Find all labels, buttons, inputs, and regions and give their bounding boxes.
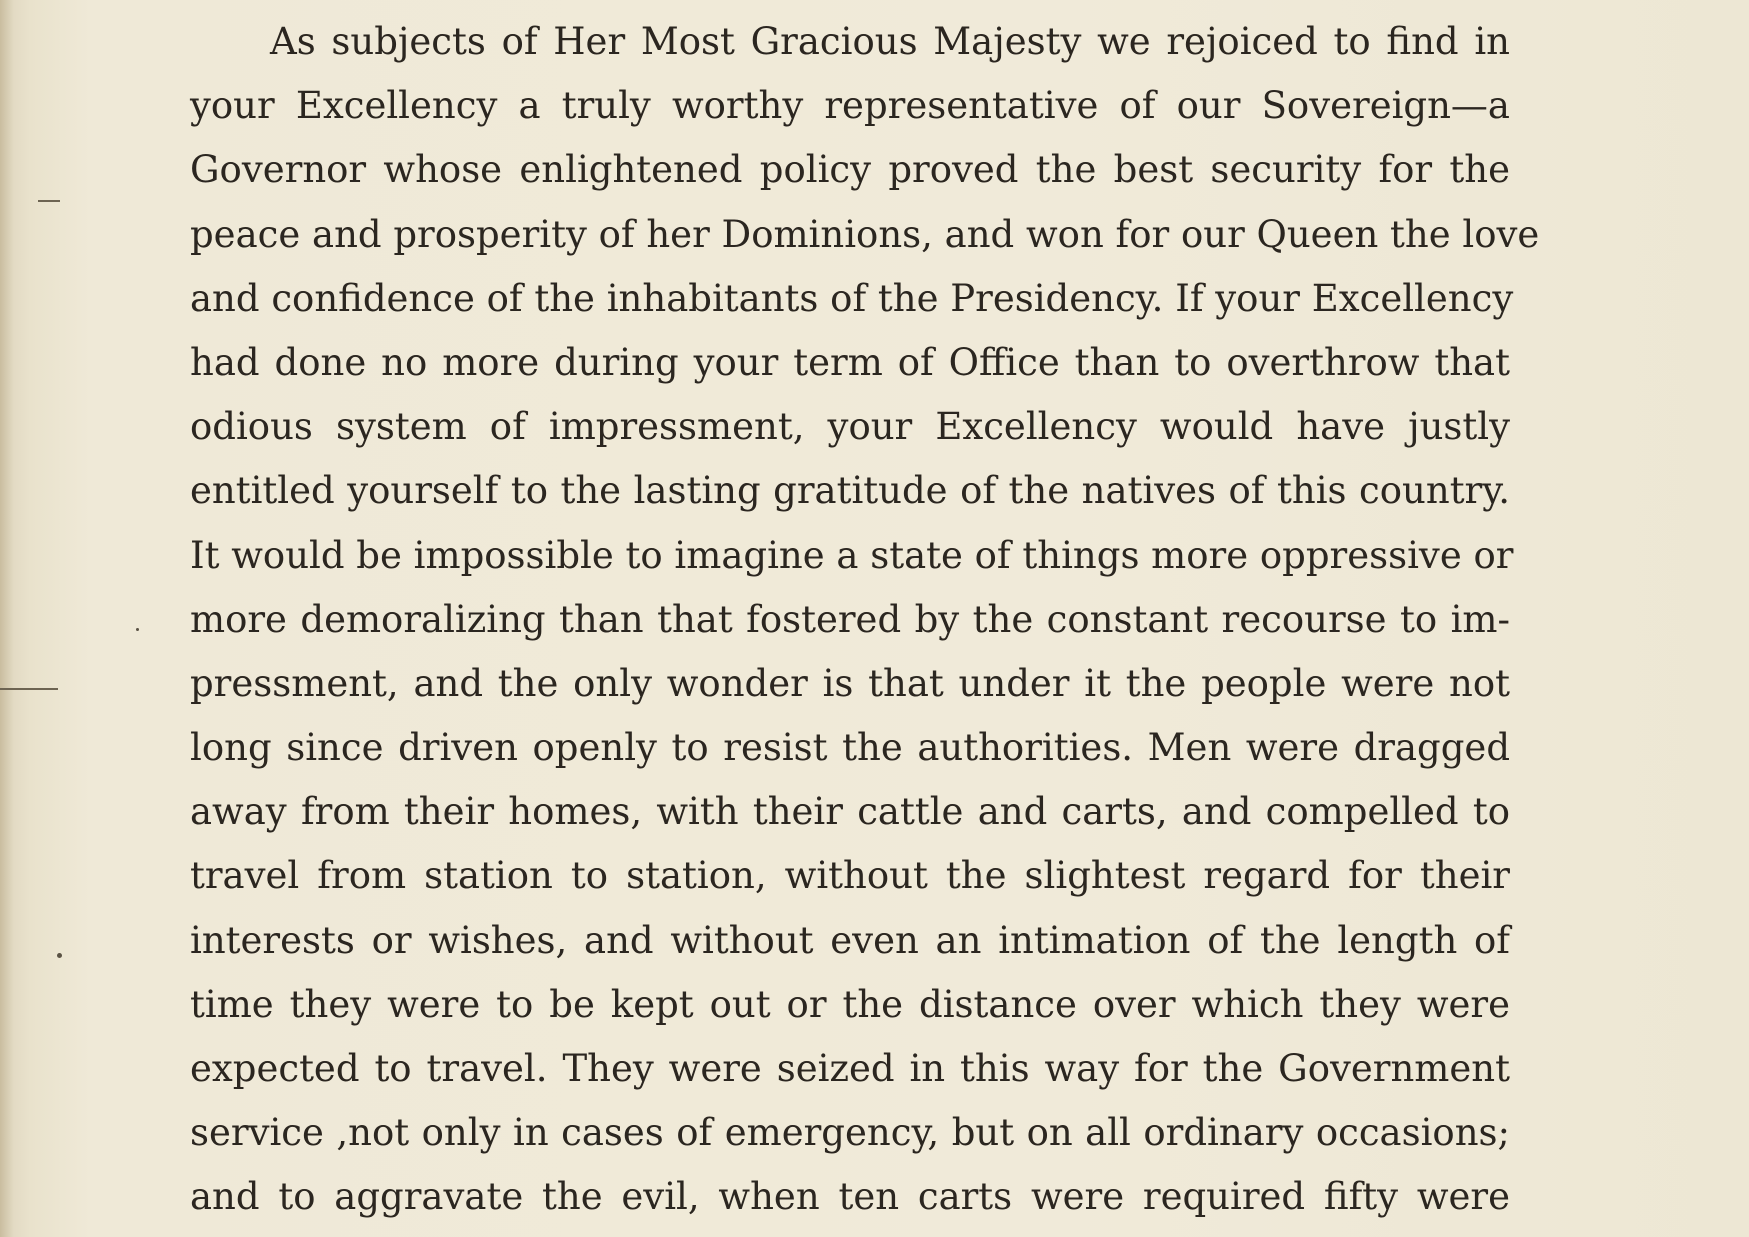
text-line: away from their homes, with their cattle and carts, and compelled to	[190, 790, 1510, 834]
margin-mark-upper	[38, 200, 60, 202]
text-line: entitled yourself to the lasting gratitude of the natives of this country.	[190, 469, 1510, 513]
text-line: long since driven openly to resist the authorities. Men were dragged	[190, 726, 1510, 770]
margin-mark-lower	[0, 688, 58, 690]
text-line: travel from station to station, without the slightest regard for their	[190, 854, 1510, 898]
text-line: had done no more during your term of Office than to overthrow that	[190, 340, 1510, 384]
text-line: It would be impossible to imagine a state of things more oppressive or	[190, 533, 1514, 577]
body-text	[190, 10, 1540, 1230]
text-line: service ,not only in cases of emergency, but on all ordinary occasions;	[190, 1111, 1510, 1155]
text-line: odious system of impressment, your Excellency would have justly	[190, 405, 1510, 449]
text-line: and confidence of the inhabitants of the Presidency. If your Excellency	[190, 276, 1514, 320]
text-line: Governor whose enlightened policy proved the best security for the	[190, 148, 1510, 192]
text-line: your Excellency a truly worthy representative of our Sovereign—a	[190, 84, 1510, 128]
text-line: expected to travel. They were seized in this way for the Government	[190, 1047, 1510, 1090]
text-line: time they were to be kept out or the distance over which they were	[190, 982, 1510, 1026]
text-line: interests or wishes, and without even an intimation of the length of	[190, 918, 1510, 962]
text-line: and to aggravate the evil, when ten carts were required fifty were	[190, 1175, 1510, 1219]
text-line: peace and prosperity of her Dominions, and won for our Queen the love	[190, 212, 1540, 256]
page-binding-edge	[0, 0, 14, 1237]
text-line: As subjects of Her Most Gracious Majesty we rejoiced to find in	[270, 20, 1510, 63]
text-line: more demoralizing than that fostered by the constant recourse to im-	[190, 597, 1510, 641]
paper-speck	[57, 953, 62, 958]
paper-speck	[136, 628, 139, 631]
text-line: pressment, and the only wonder is that under it the people were not	[190, 661, 1510, 705]
